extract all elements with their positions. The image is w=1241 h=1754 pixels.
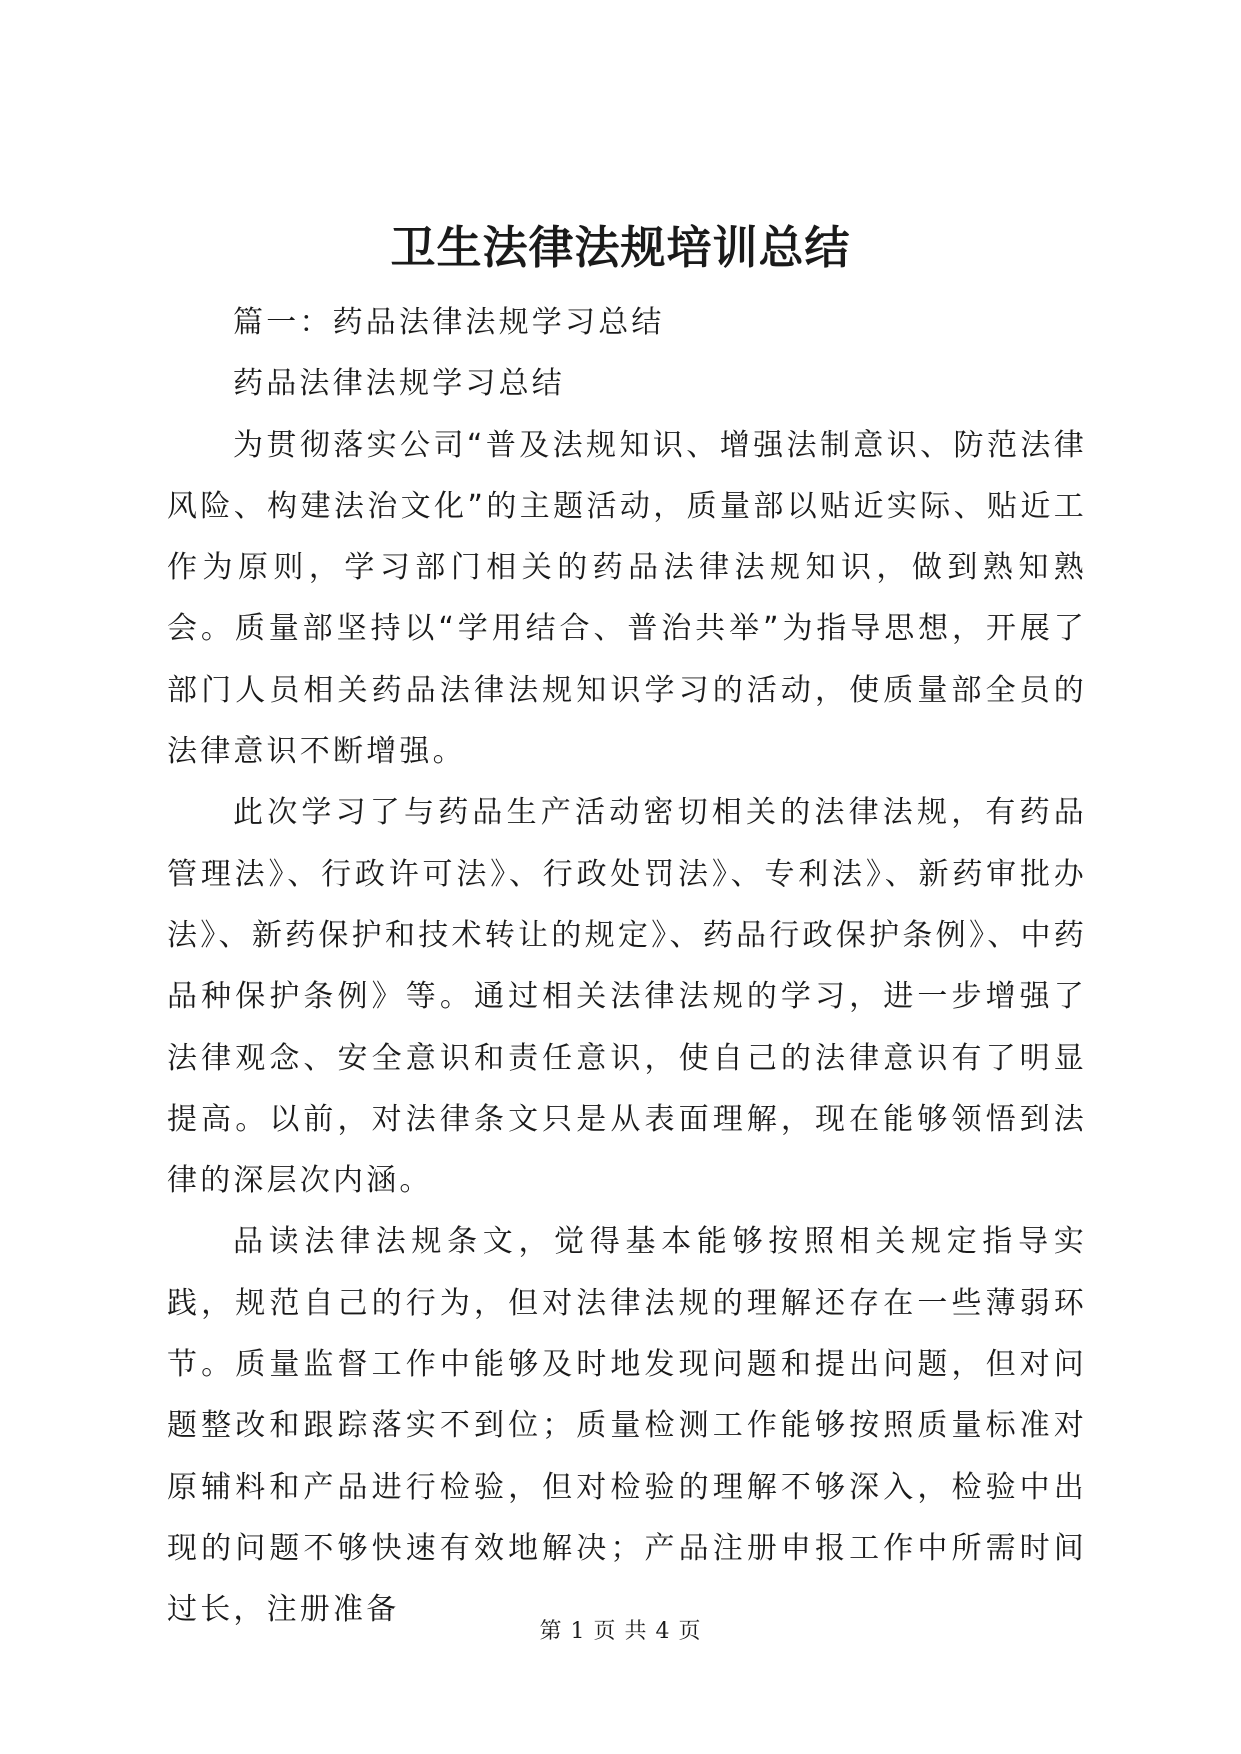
section-heading: 篇一：药品法律法规学习总结 bbox=[233, 305, 665, 340]
body-paragraph: 此次学习了与药品生产活动密切相关的法律法规，有药品管理法》、行政许可法》、行政处罚法》、专利法》、新药审批办法》、新药保护和技术转让的规定》、药品行政保护条例》、中药品种保护条例》等。通过相关法律法规的学习，进一步增强了法律观念、安全意识和责任意识，使自己的法律意识有了明显提高。以前，对法律条文只是从表面理解，现在能够领悟到法律的深层次内涵。 bbox=[167, 795, 1087, 1199]
subsection-heading: 药品法律法规学习总结 bbox=[233, 366, 565, 402]
document-title: 卫生法律法规培训总结 bbox=[390, 221, 851, 274]
body-paragraph: 为贯彻落实公司“普及法规知识、增强法制意识、防范法律风险、构建法治文化”的主题活动，质量部以贴近实际、贴近工作为原则，学习部门相关的药品法律法规知识，做到熟知熟会。质量部坚持以“学用结合、普治共举”为指导思想，开展了部门人员相关药品法律法规知识学习的活动，使质量部全员的法律意识不断增强。 bbox=[167, 427, 1087, 770]
document-body bbox=[167, 292, 1087, 1641]
page-footer: 第 1 页 共 4 页 bbox=[539, 1619, 702, 1644]
body-paragraph: 品读法律法规条文，觉得基本能够按照相关规定指导实践，规范自己的行为，但对法律法规的理解还存在一些薄弱环节。质量监督工作中能够及时地发现问题和提出问题，但对问题整改和跟踪落实不到位；质量检测工作能够按照质量标准对原辅料和产品进行检验，但对检验的理解不够深入，检验中出现的问题不够快速有效地解决；产品注册申报工作中所需时间过长，注册准备 bbox=[167, 1224, 1087, 1628]
